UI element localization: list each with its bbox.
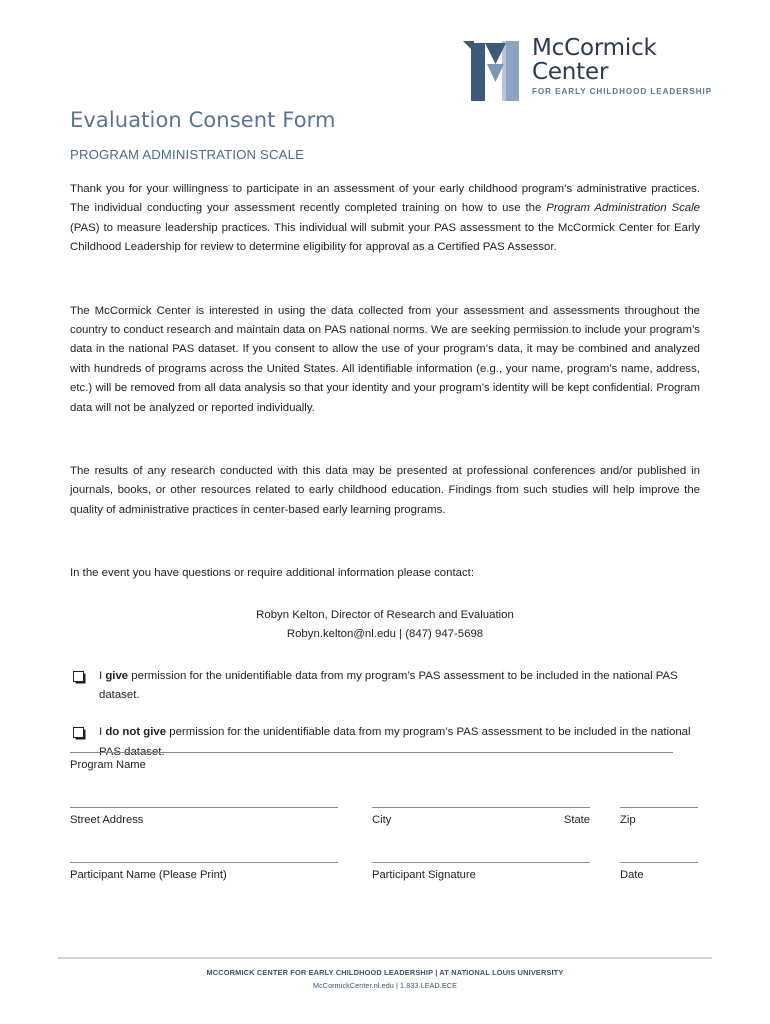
paragraph-intro: [70, 180, 700, 258]
signature-form: [70, 752, 702, 883]
city-label: City: [372, 814, 392, 826]
field-program-name[interactable]: [70, 752, 673, 773]
option-decline-rest: permission for the unidentifiable data from my program’s PAS assessment to be included in the national PAS dataset.: [99, 726, 691, 758]
option-decline-emphasis: do not give: [105, 726, 167, 739]
footer-contact: McCormickCenter.nl.edu | 1.833.LEAD.ECE: [313, 981, 457, 990]
page-footer: [58, 957, 712, 990]
program-name-label: Program Name: [70, 759, 146, 771]
logo-name-line-2: Center: [532, 59, 609, 85]
field-city-state[interactable]: [372, 807, 590, 828]
signature-field-row: [70, 862, 702, 883]
participant-signature-label: Participant Signature: [372, 869, 476, 881]
consent-option-give-label: [99, 667, 700, 706]
contact-name-title: Robyn Kelton, Director of Research and Evaluation: [256, 608, 514, 621]
empty-checkbox-icon-give[interactable]: [73, 671, 84, 682]
consent-option-give[interactable]: [70, 667, 700, 706]
mccormick-center-logo: [462, 35, 713, 108]
footer-divider: [58, 957, 712, 959]
address-field-row: [70, 807, 702, 828]
paragraph-gap-2: [70, 440, 700, 462]
paragraph-intro-part2: (PAS) to measure leadership practices. This individual will submit your PAS assessment to the McCormick Center for Early Childhood Leadership for review to determine eligibility for approval as a Certified PAS Assessor.: [70, 221, 700, 254]
participant-name-label: Participant Name (Please Print): [70, 869, 227, 881]
field-participant-signature[interactable]: [372, 862, 590, 883]
city-state-labels: [372, 808, 590, 828]
option-give-emphasis: give: [105, 669, 129, 682]
street-address-label: Street Address: [70, 814, 144, 826]
field-zip[interactable]: [620, 807, 698, 828]
page-title: Evaluation Consent Form: [70, 108, 336, 132]
document-body: [70, 180, 700, 780]
field-date[interactable]: [620, 862, 698, 883]
option-decline-lead: I: [99, 726, 106, 739]
paragraph-data-use: The McCormick Center is interested in using the data collected from your assessment and assessments throughout the country to conduct research and maintain data on PAS national norms. We are seeking permission to include your program’s data in the national PAS dataset. If you consent to allow the use of your program’s data, it may be combined and analyzed with hundreds of programs across the United States. All identifiable information (e.g., your name, program’s name, address, etc.) will be removed from all data analysis so that your identity and your program’s identity will be kept confidential. Program data will not be analyzed or reported individually.: [70, 304, 700, 414]
empty-checkbox-icon-decline[interactable]: [73, 727, 84, 738]
option-give-lead: I: [99, 669, 106, 682]
logo-wordmark: [532, 35, 713, 96]
paragraph-intro-part1: Thank you for your willingness to participate in an assessment of your early childhood program’s administrative practices. The individual conducting your assessment recently completed training on how to use the: [70, 183, 700, 215]
contact-email-phone: Robyn.kelton@nl.edu | (847) 947-5698: [286, 628, 484, 641]
state-label: State: [563, 814, 590, 826]
option-give-rest: permission for the unidentifiable data from my program’s PAS assessment to be included in the national PAS dataset.: [99, 669, 678, 701]
paragraph-gap-1: [70, 280, 700, 302]
field-participant-name[interactable]: [70, 862, 338, 883]
paragraph-gap-3: [70, 542, 700, 564]
page-subtitle: PROGRAM ADMINISTRATION SCALE: [70, 147, 305, 162]
pas-scale-title: Program Administration Scale: [546, 202, 701, 215]
mccormick-m-monogram-icon: [462, 38, 524, 101]
logo-name-line-1: McCormick: [532, 35, 657, 61]
paragraph-contact-intro: In the event you have questions or require additional information please contact:: [70, 567, 474, 580]
paragraph-research-results: The results of any research conducted with this data may be presented at professional conferences and/or published in journals, books, or other resources related to early childhood education. Findings from such studies will help improve the quality of administrative practices in center-based early learning programs.: [70, 465, 700, 516]
field-street-address[interactable]: [70, 807, 338, 828]
logo-tagline: FOR EARLY CHILDHOOD LEADERSHIP: [532, 87, 713, 96]
date-label: Date: [620, 869, 644, 881]
footer-organization: MCCORMICK CENTER FOR EARLY CHILDHOOD LEADERSHIP | AT NATIONAL LOUIS UNIVERSITY: [206, 968, 564, 977]
zip-label: Zip: [620, 814, 636, 826]
